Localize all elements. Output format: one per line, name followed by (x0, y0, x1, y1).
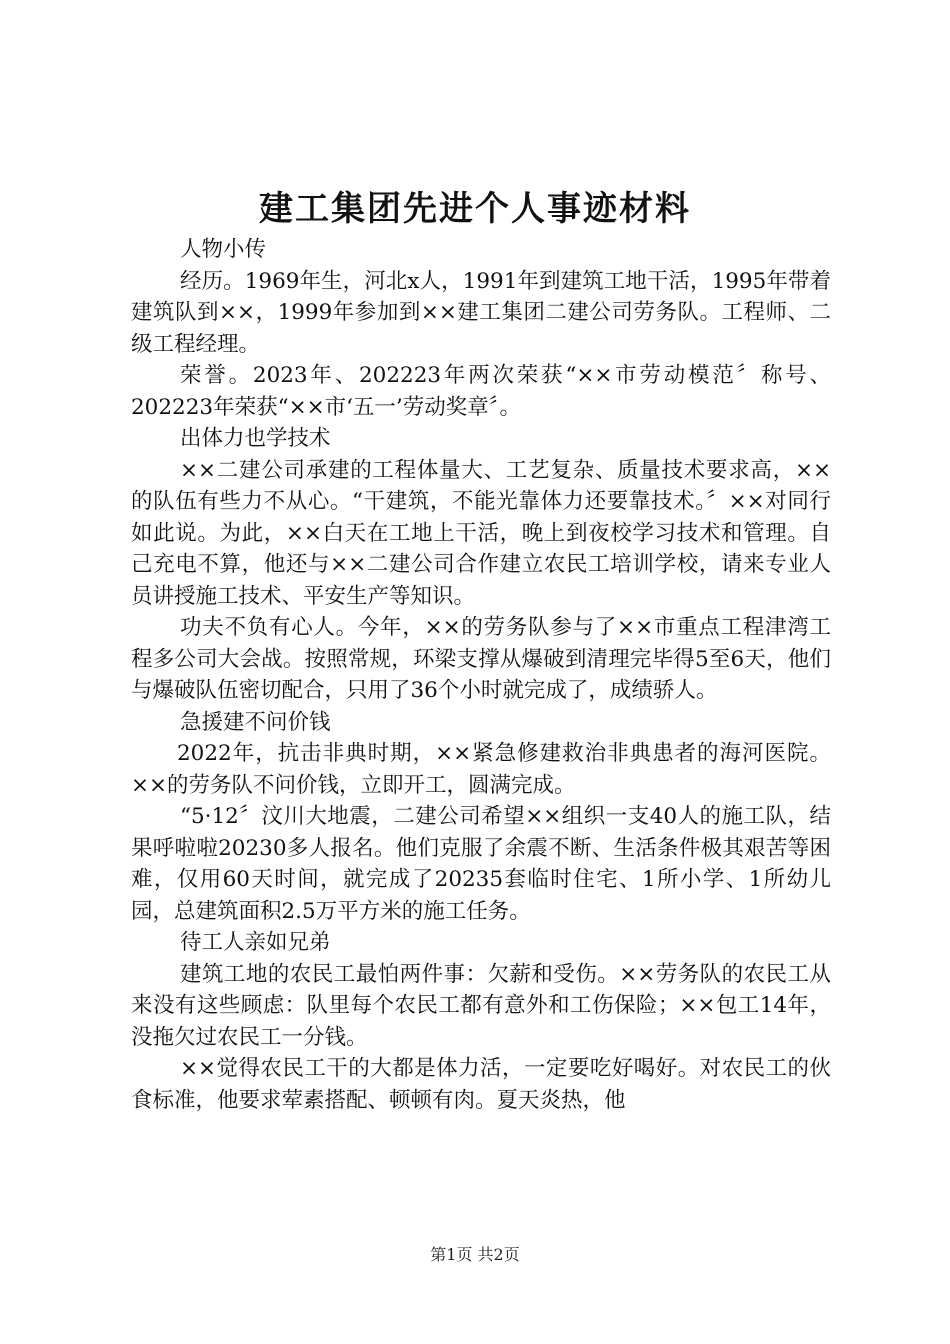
document-body (131, 234, 831, 1116)
body-paragraph: 2022年，抗击非典时期，××紧急修建救治非典患者的海河医院。××的劳务队不问价钱，立即开工，圆满完成。 (131, 741, 831, 798)
section-heading: 待工人亲如兄弟 (180, 930, 331, 955)
body-paragraph: “5·12〞汶川大地震，二建公司希望××组织一支40人的施工队，结果呼啦啦20230多人报名。他们克服了余震不断、生活条件极其艰苦等困难，仅用60天时间，就完成了20235套临时住宅、1所小学、1所幼儿园，总建筑面积2.5万平方米的施工任务。 (131, 804, 831, 924)
body-paragraph: 建筑工地的农民工最怕两件事：欠薪和受伤。××劳务队的农民工从来没有这些顾虑：队里每个农民工都有意外和工伤保险；××包工14年，没拖欠过农民工一分钱。 (131, 961, 831, 1050)
document-title: 建工集团先进个人事迹材料 (259, 189, 691, 229)
body-paragraph: 荣誉。2023年、202223年两次荣获“××市劳动模范〞称号、202223年荣获“××市‘五一’劳动奖章〞。 (131, 363, 831, 420)
page-footer: 第1页 共2页 (430, 1245, 520, 1264)
section-heading: 人物小传 (180, 237, 267, 262)
body-paragraph: ××二建公司承建的工程体量大、工艺复杂、质量技术要求高，××的队伍有些力不从心。“干建筑，不能光靠体力还要靠技术。〞××对同行如此说。为此，××白天在工地上干活，晚上到夜校学习技术和管理。自己充电不算，他还与××二建公司合作建立农民工培训学校，请来专业人员讲授施工技术、平安生产等知识。 (131, 457, 831, 609)
section-heading: 急援建不问价钱 (180, 709, 331, 735)
section-heading: 出体力也学技术 (180, 426, 331, 451)
body-paragraph: ××觉得农民工干的大都是体力活，一定要吃好喝好。对农民工的伙食标准，他要求荤素搭配、顿顿有肉。夏天炎热，他 (131, 1056, 831, 1113)
body-paragraph: 经历。1969年生，河北x人，1991年到建筑工地干活，1995年带着建筑队到××，1999年参加到××建工集团二建公司劳务队。工程师、二级工程经理。 (131, 268, 831, 357)
body-paragraph: 功夫不负有心人。今年，××的劳务队参与了××市重点工程津湾工程多公司大会战。按照常规，环梁支撑从爆破到清理完毕得5至6天，他们与爆破队伍密切配合，只用了36个小时就完成了，成绩骄人。 (131, 615, 831, 703)
